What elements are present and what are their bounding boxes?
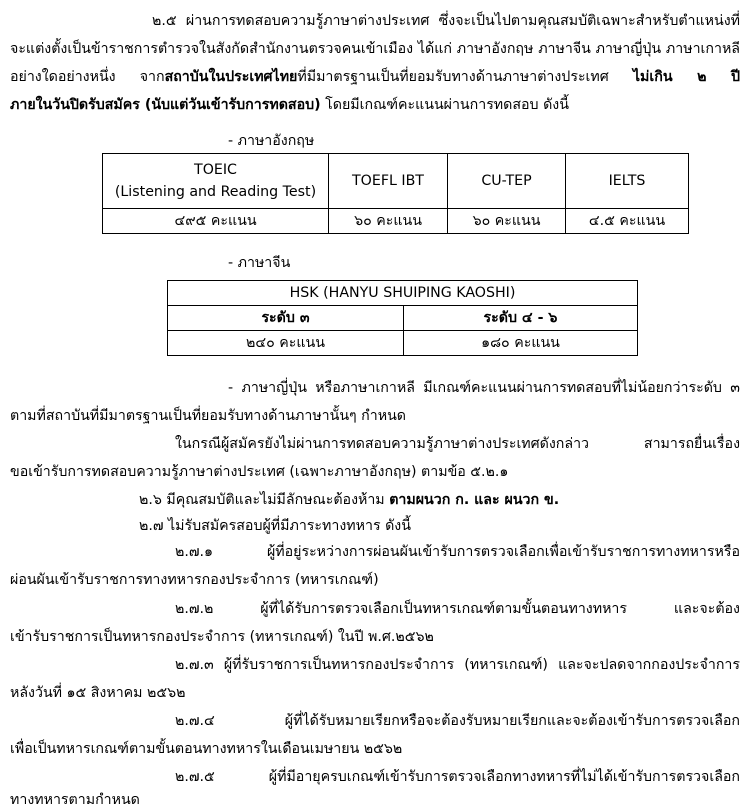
table-row	[168, 331, 638, 356]
institution-emphasis: สถาบันในประเทศไทย	[164, 69, 298, 85]
para-2-5-line-1: ๒.๕ ผ่านการทดสอบความรู้ภาษาต่างประเทศ ซึ่งจะเป็นไปตามคุณสมบัติเฉพาะสำหรับตำแหน่งที่	[152, 13, 740, 29]
chinese-label: - ภาษาจีน	[228, 255, 291, 271]
table-row	[168, 281, 638, 306]
item-2-7-1-line-1: ๒.๗.๑ ผู้ที่อยู่ระหว่างการผ่อนผันเข้ารับการตรวจเลือกเพื่อเข้ารับราชการทางทหารหรือ	[175, 544, 740, 560]
table-row	[103, 209, 689, 234]
ielts-score: ๔.๕ คะแนน	[566, 209, 689, 234]
cutep-score: ๖๐ คะแนน	[448, 209, 566, 234]
para-2-7-title: ๒.๗ ไม่รับสมัครสอบผู้ที่มีภาระทางทหาร ดังนี้	[139, 518, 411, 534]
cutep-header: CU-TEP	[448, 154, 566, 209]
toefl-header: TOEFL IBT	[329, 154, 448, 209]
table-row	[168, 306, 638, 331]
item-2-7-3-line-2: หลังวันที่ ๑๕ สิงหาคม ๒๕๖๒	[10, 685, 186, 701]
para-2-6	[139, 489, 559, 511]
annex-reference: ตามผนวก ก. และ ผนวก ข.	[389, 492, 560, 508]
para-2-5-text: ที่มีมาตรฐานเป็นที่ยอมรับทางด้านภาษาต่างประเทศ	[297, 69, 609, 85]
japanese-korean-line-1: - ภาษาญี่ปุ่น หรือภาษาเกาหลี มีเกณฑ์คะแนนผ่านการทดสอบที่ไม่น้อยกว่าระดับ ๓	[228, 380, 740, 396]
item-2-7-3-line-1: ๒.๗.๓ ผู้ที่รับราชการเป็นทหารกองประจำการ (ทหารเกณฑ์) และจะปลดจากกองประจำการ	[175, 657, 740, 673]
ielts-header: IELTS	[566, 154, 689, 209]
toeic-header	[103, 154, 329, 209]
hsk-level-3: ระดับ ๓	[168, 306, 404, 331]
para-2-6-text: ๒.๖ มีคุณสมบัติและไม่มีลักษณะต้องห้าม	[139, 492, 385, 508]
table-row	[103, 154, 689, 209]
english-label: - ภาษาอังกฤษ	[228, 133, 315, 149]
toeic-subtitle: (Listening and Reading Test)	[114, 184, 317, 200]
para-2-5-line-4	[10, 94, 569, 116]
hsk-title: HSK (HANYU SHUIPING KAOSHI)	[168, 281, 638, 306]
item-2-7-2-line-2: เข้ารับราชการเป็นทหารกองประจำการ (ทหารเกณฑ์) ในปี พ.ศ.๒๕๖๒	[10, 629, 434, 645]
para-2-5-text: อย่างใดอย่างหนึ่ง จาก	[10, 69, 165, 85]
para-2-5-line-3	[10, 66, 740, 88]
english-score-table	[102, 153, 689, 234]
fallback-line-2: ขอเข้ารับการทดสอบความรู้ภาษาต่างประเทศ (เฉพาะภาษาอังกฤษ) ตามข้อ ๕.๒.๑	[10, 464, 509, 480]
item-2-7-4-line-2: เพื่อเป็นทหารเกณฑ์ตามขั้นตอนทางทหารในเดือนเมษายน ๒๕๖๒	[10, 741, 403, 757]
item-2-7-1-line-2: ผ่อนผันเข้ารับราชการทางทหารกองประจำการ (ทหารเกณฑ์)	[10, 572, 379, 588]
japanese-korean-line-2: ตามที่สถาบันที่มีมาตรฐานเป็นที่ยอมรับทางด้านภาษานั้นๆ กำหนด	[10, 408, 406, 424]
para-2-5-text: โดยมีเกณฑ์คะแนนผ่านการทดสอบ ดังนี้	[325, 97, 569, 113]
toeic-score: ๔๙๕ คะแนน	[103, 209, 329, 234]
item-2-7-5-line-1: ๒.๗.๕ ผู้ที่มีอายุครบเกณฑ์เข้ารับการตรวจเลือกทางทหารที่ไม่ได้เข้ารับการตรวจเลือก	[175, 769, 740, 785]
hsk-level-3-score: ๒๔๐ คะแนน	[168, 331, 404, 356]
hsk-level-4-6-score: ๑๘๐ คะแนน	[404, 331, 638, 356]
deadline-emphasis: ภายในวันปิดรับสมัคร (นับแต่วันเข้ารับการทดสอบ)	[10, 97, 321, 113]
item-2-7-2-line-1: ๒.๗.๒ ผู้ที่ได้รับการตรวจเลือกเป็นทหารเกณฑ์ตามขั้นตอนทางทหาร และจะต้อง	[175, 601, 740, 617]
item-2-7-5-line-2: ทางทหารตามกำหนด	[10, 792, 140, 808]
time-limit-emphasis: ไม่เกิน ๒ ปี	[632, 69, 740, 85]
chinese-score-table	[167, 280, 638, 356]
toeic-label: TOEIC	[194, 162, 237, 178]
hsk-level-4-6: ระดับ ๔ - ๖	[404, 306, 638, 331]
para-2-5-line-2: จะแต่งตั้งเป็นข้าราชการตำรวจในสังกัดสำนักงานตรวจคนเข้าเมือง ได้แก่ ภาษาอังกฤษ ภาษาจีน ภาษาญี่ปุ่น ภาษาเกาหลี	[10, 41, 740, 57]
toefl-score: ๖๐ คะแนน	[329, 209, 448, 234]
fallback-line-1: ในกรณีผู้สมัครยังไม่ผ่านการทดสอบความรู้ภาษาต่างประเทศดังกล่าว สามารถยื่นเรื่อง	[175, 436, 740, 452]
item-2-7-4-line-1: ๒.๗.๔ ผู้ที่ได้รับหมายเรียกหรือจะต้องรับหมายเรียกและจะต้องเข้ารับการตรวจเลือก	[175, 713, 740, 729]
